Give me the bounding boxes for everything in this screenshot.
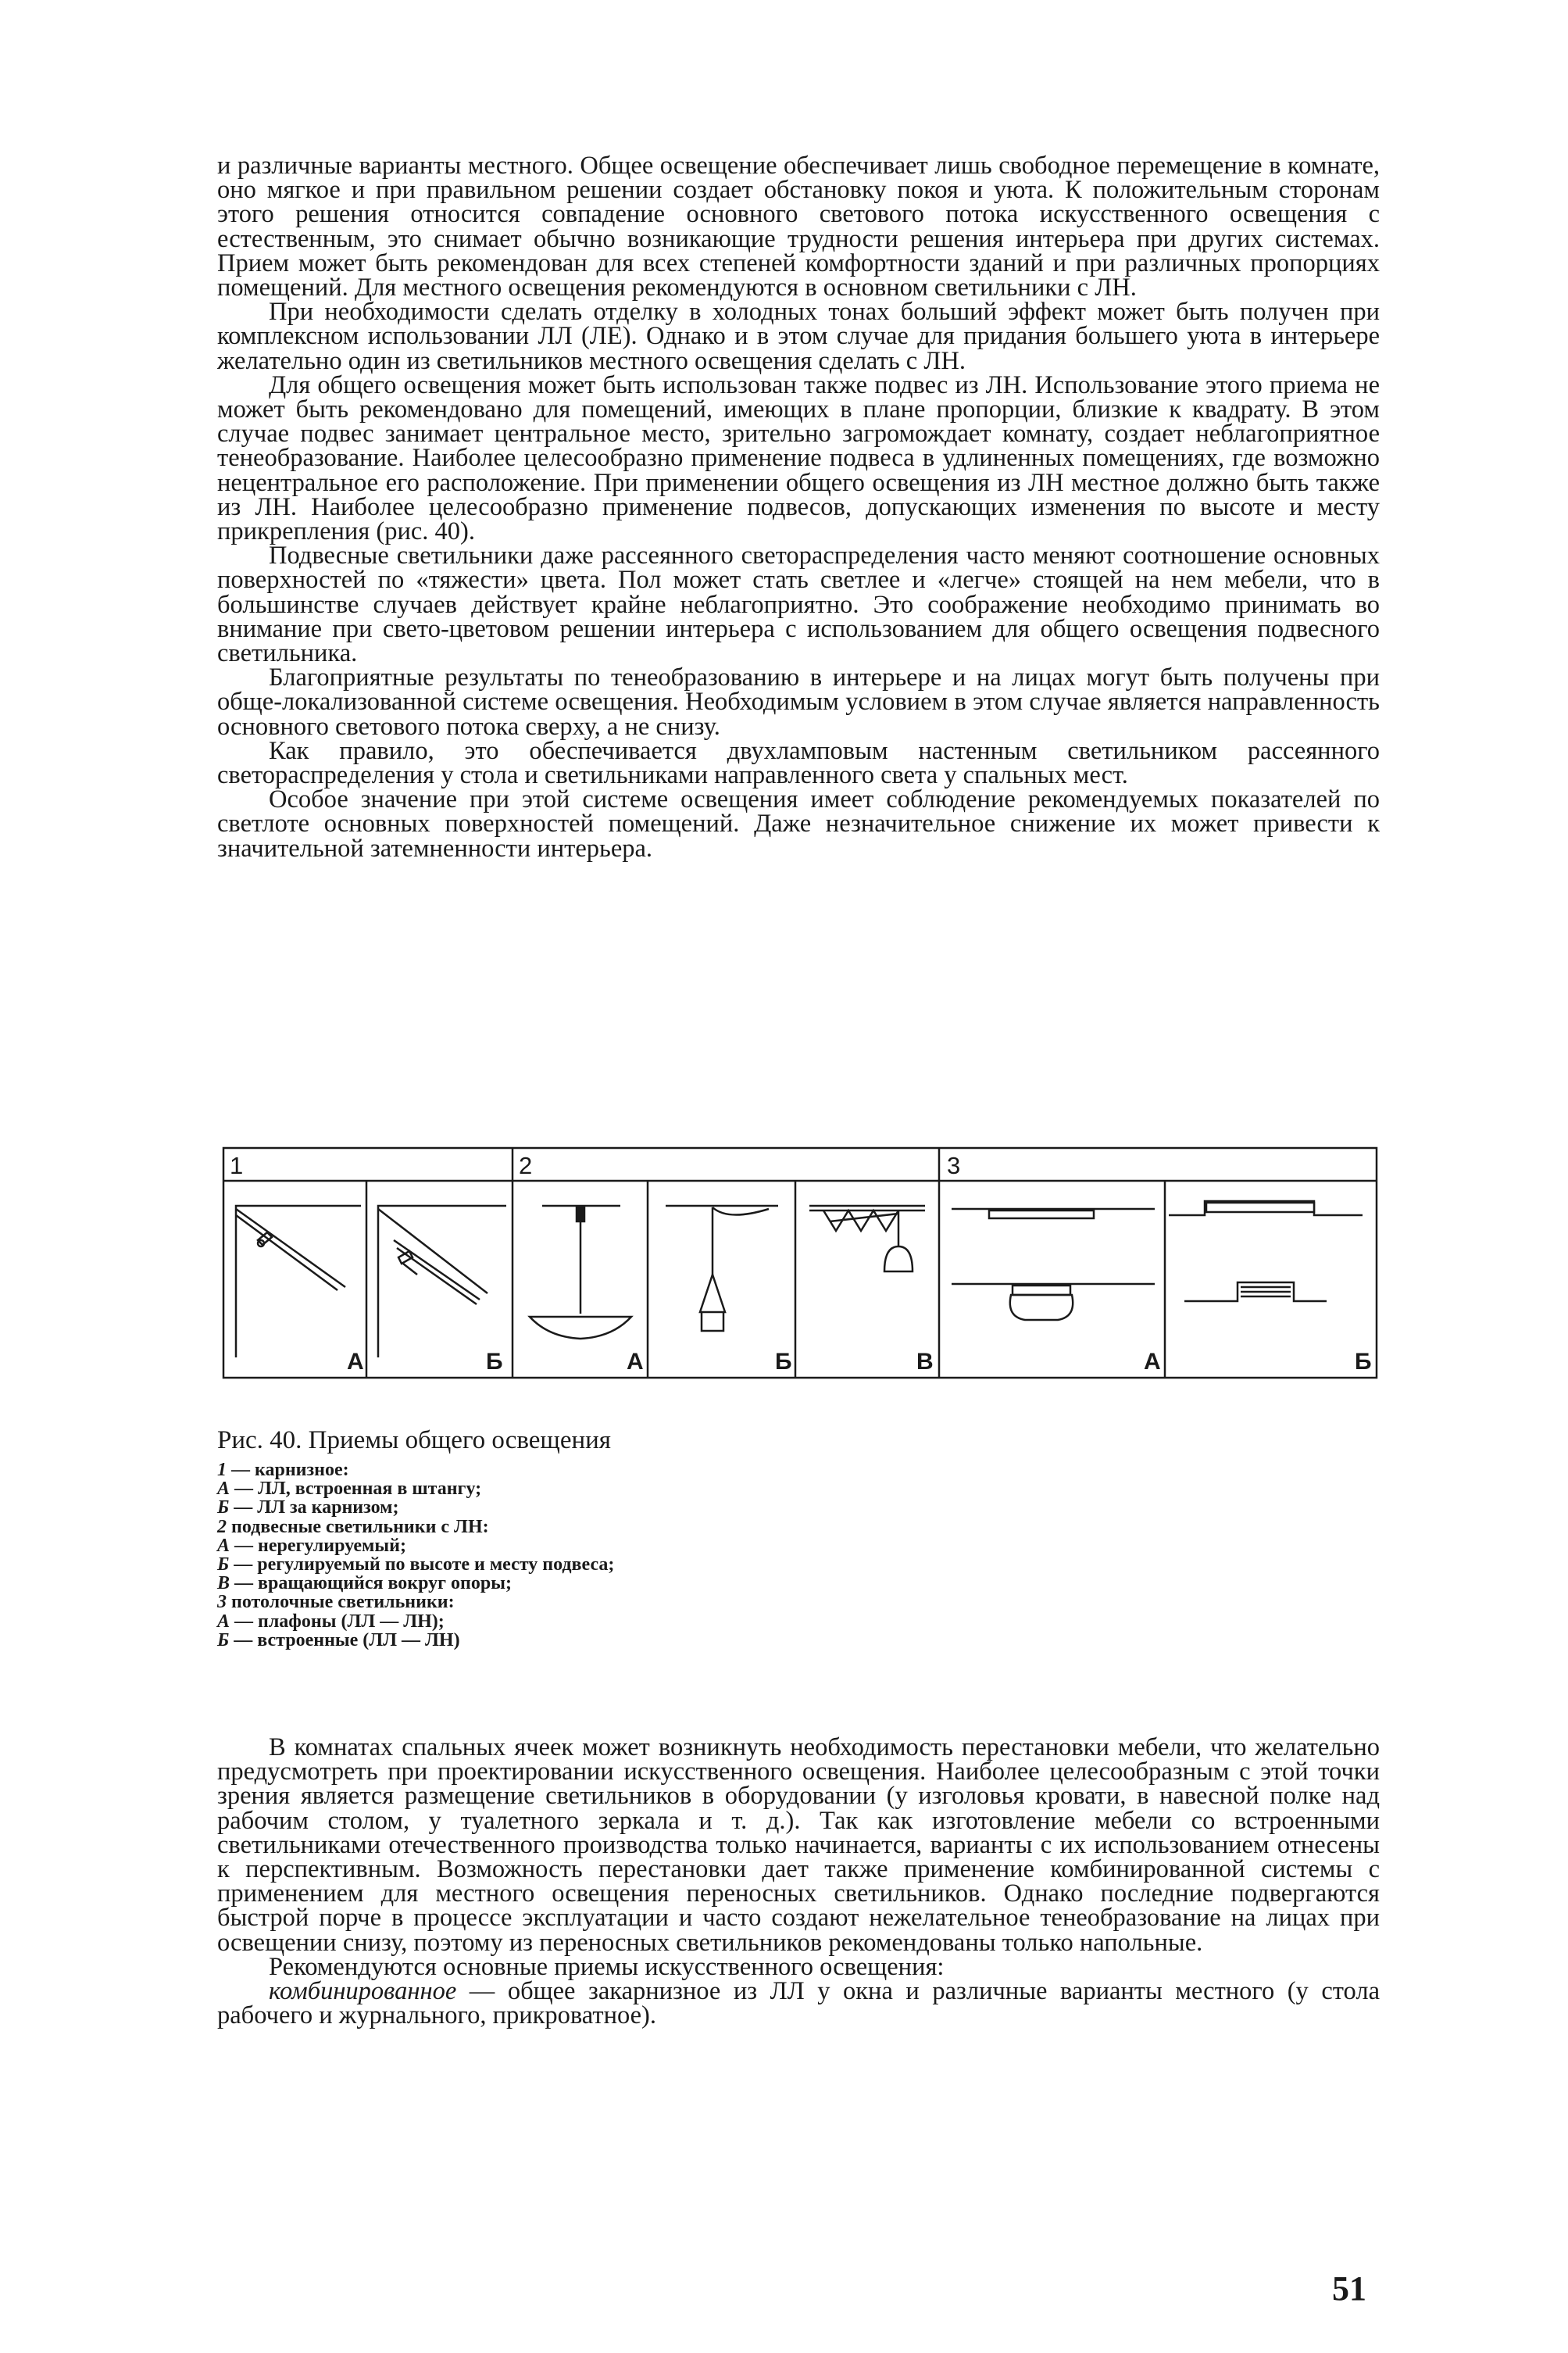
panel-letter: А	[1144, 1349, 1161, 1375]
paragraph: В комнатах спальных ячеек может возникнуть необходимость перестановки мебели, что желательно предусмотреть при проектировании искусственного освещения. Наиболее целесообразным с этой точки зрения является размещение светильников в оборудовании (у изголовья кровати, в навесной полке над рабочим столом, у туалетного зеркала и т. д.). Так как изготовление мебели со встроенными светильниками отечественного производства только начинается, варианты с их использованием отнесены к перспективным. Возможность перестановки дает также применение комбинированной системы с применением для местного освещения переносных светильников. Однако последние подвергаются быстрой порче в процессе эксплуатации и часто создают нежелательное тенеобразование на лицах при освещении снизу, поэтому из переносных светильников рекомендованы только напольные.	[217, 1733, 1380, 1957]
legend-item: А — ЛЛ, встроенная в штангу;	[217, 1479, 482, 1500]
group-number: 2	[519, 1152, 533, 1179]
panel-letter: В	[916, 1349, 934, 1375]
legend-item: 2 подвесные светильники с ЛН:	[217, 1516, 489, 1537]
paragraph: При необходимости сделать отделку в холодных тонах больший эффект может быть получен при комплексном использовании ЛЛ (ЛЕ). Однако и в этом случае для придания большего уюта в интерьере желательно один из светильников местного освещения сделать с ЛН.	[217, 298, 1380, 375]
cornice-lamp-behind-illustration	[378, 1206, 506, 1357]
legend-item: Б — регулируемый по высоте и месту подвеса;	[217, 1554, 615, 1575]
pendant-fixed-illustration	[530, 1206, 631, 1339]
legend-item: В — вращающийся вокруг опоры;	[217, 1573, 512, 1594]
pendant-adjustable-illustration	[666, 1206, 778, 1331]
legend-item: Б — встроенные (ЛЛ — ЛН)	[217, 1629, 460, 1650]
panel-letter: Б	[1355, 1349, 1372, 1375]
figure-40-diagram	[222, 1146, 1380, 1381]
group-number: 1	[230, 1152, 244, 1179]
figure-caption	[217, 1425, 1311, 1650]
legend-item: Б — ЛЛ за карнизом;	[217, 1497, 399, 1518]
ceiling-recessed-illustration	[1169, 1201, 1363, 1301]
legend-item: А — нерегулируемый;	[217, 1535, 406, 1556]
pendant-rotating-illustration	[809, 1206, 925, 1271]
top-text-block	[217, 154, 1380, 861]
paragraph: Особое значение при этой системе освещения имеет соблюдение рекомендуемых показателей по светлоте основных поверхностей помещений. Даже незначительное снижение их может привести к значительной затемненности интерьера.	[217, 785, 1380, 863]
page-number: 51	[1332, 2269, 1366, 2308]
panel-letter: Б	[775, 1349, 792, 1375]
caption-legend	[217, 1461, 1311, 1650]
paragraph: Подвесные светильники даже рассеянного светораспределения часто меняют соотношение основных поверхностей по «тяжести» цвета. Пол может стать светлее и «легче» стоящей на нем мебели, что в большинстве случаев действует крайне неблагоприятно. Это соображение необходимо принимать во внимание при свето-цветовом решении интерьера с использованием для общего освещения подвесного светильника.	[217, 542, 1380, 668]
legend-item: 1 — карнизное:	[217, 1460, 349, 1480]
paragraph: и различные варианты местного. Общее освещение обеспечивает лишь свободное перемещение в комнате, оно мягкое и при правильном решении создает обстановку покоя и уюта. К положительным сторонам этого решения относится совпадение основного светового потока искусственного освещения с естественным, это снимает обычно возникающие трудности решения интерьера при других системах. Прием может быть рекомендован для всех степеней комфортности зданий и при различных пропорциях помещений. Для местного освещения рекомендуются в основном светильники с ЛН.	[217, 152, 1380, 302]
paragraph: Как правило, это обеспечивается двухламповым настенным светильником рассеянного светораспределения у стола и светильниками направленного света у спальных мест.	[217, 736, 1380, 790]
caption-title: Рис. 40. Приемы общего освещения	[217, 1426, 611, 1454]
legend-item: А — плафоны (ЛЛ — ЛН);	[217, 1611, 445, 1632]
paragraph: Рекомендуются основные приемы искусственного освещения:	[269, 1952, 945, 1981]
table-frame	[223, 1148, 1377, 1378]
ceiling-plafond-illustration	[952, 1209, 1155, 1320]
cornice-lamp-rod-illustration	[236, 1206, 361, 1357]
paragraph: комбинированное — общее закарнизное из ЛЛ у окна и различные варианты местного (у стола рабочего и журнального, прикроватное).	[217, 1977, 1380, 2030]
panel-letter: А	[347, 1349, 364, 1375]
panel-letter: А	[627, 1349, 644, 1375]
bottom-text-block	[217, 1733, 1380, 2030]
panel-letter: Б	[486, 1349, 503, 1375]
paragraph: Для общего освещения может быть использован также подвес из ЛН. Использование этого приема не может быть рекомендовано для помещений, имеющих в плане пропорции, близкие к квадрату. В этом случае подвес занимает центральное место, зрительно загромождает комнату, создает неблагоприятное тенеобразование. Наиболее целесообразно применение подвеса в удлиненных помещениях, где возможно нецентральное его расположение. При применении общего освещения из ЛН местное должно быть также из ЛН. Наиболее целесообразно применение подвесов, допускающих изменения по высоте и месту прикрепления (рис. 40).	[217, 370, 1380, 546]
legend-item: 3 потолочные светильники:	[217, 1592, 455, 1613]
paragraph: Благоприятные результаты по тенеобразованию в интерьере и на лицах могут быть получены при обще-локализованной системе освещения. Необходимым условием в этом случае является направленность основного светового потока сверху, а не снизу.	[217, 663, 1380, 741]
group-number: 3	[947, 1152, 961, 1179]
italic-term: комбинированное	[269, 1977, 457, 2006]
